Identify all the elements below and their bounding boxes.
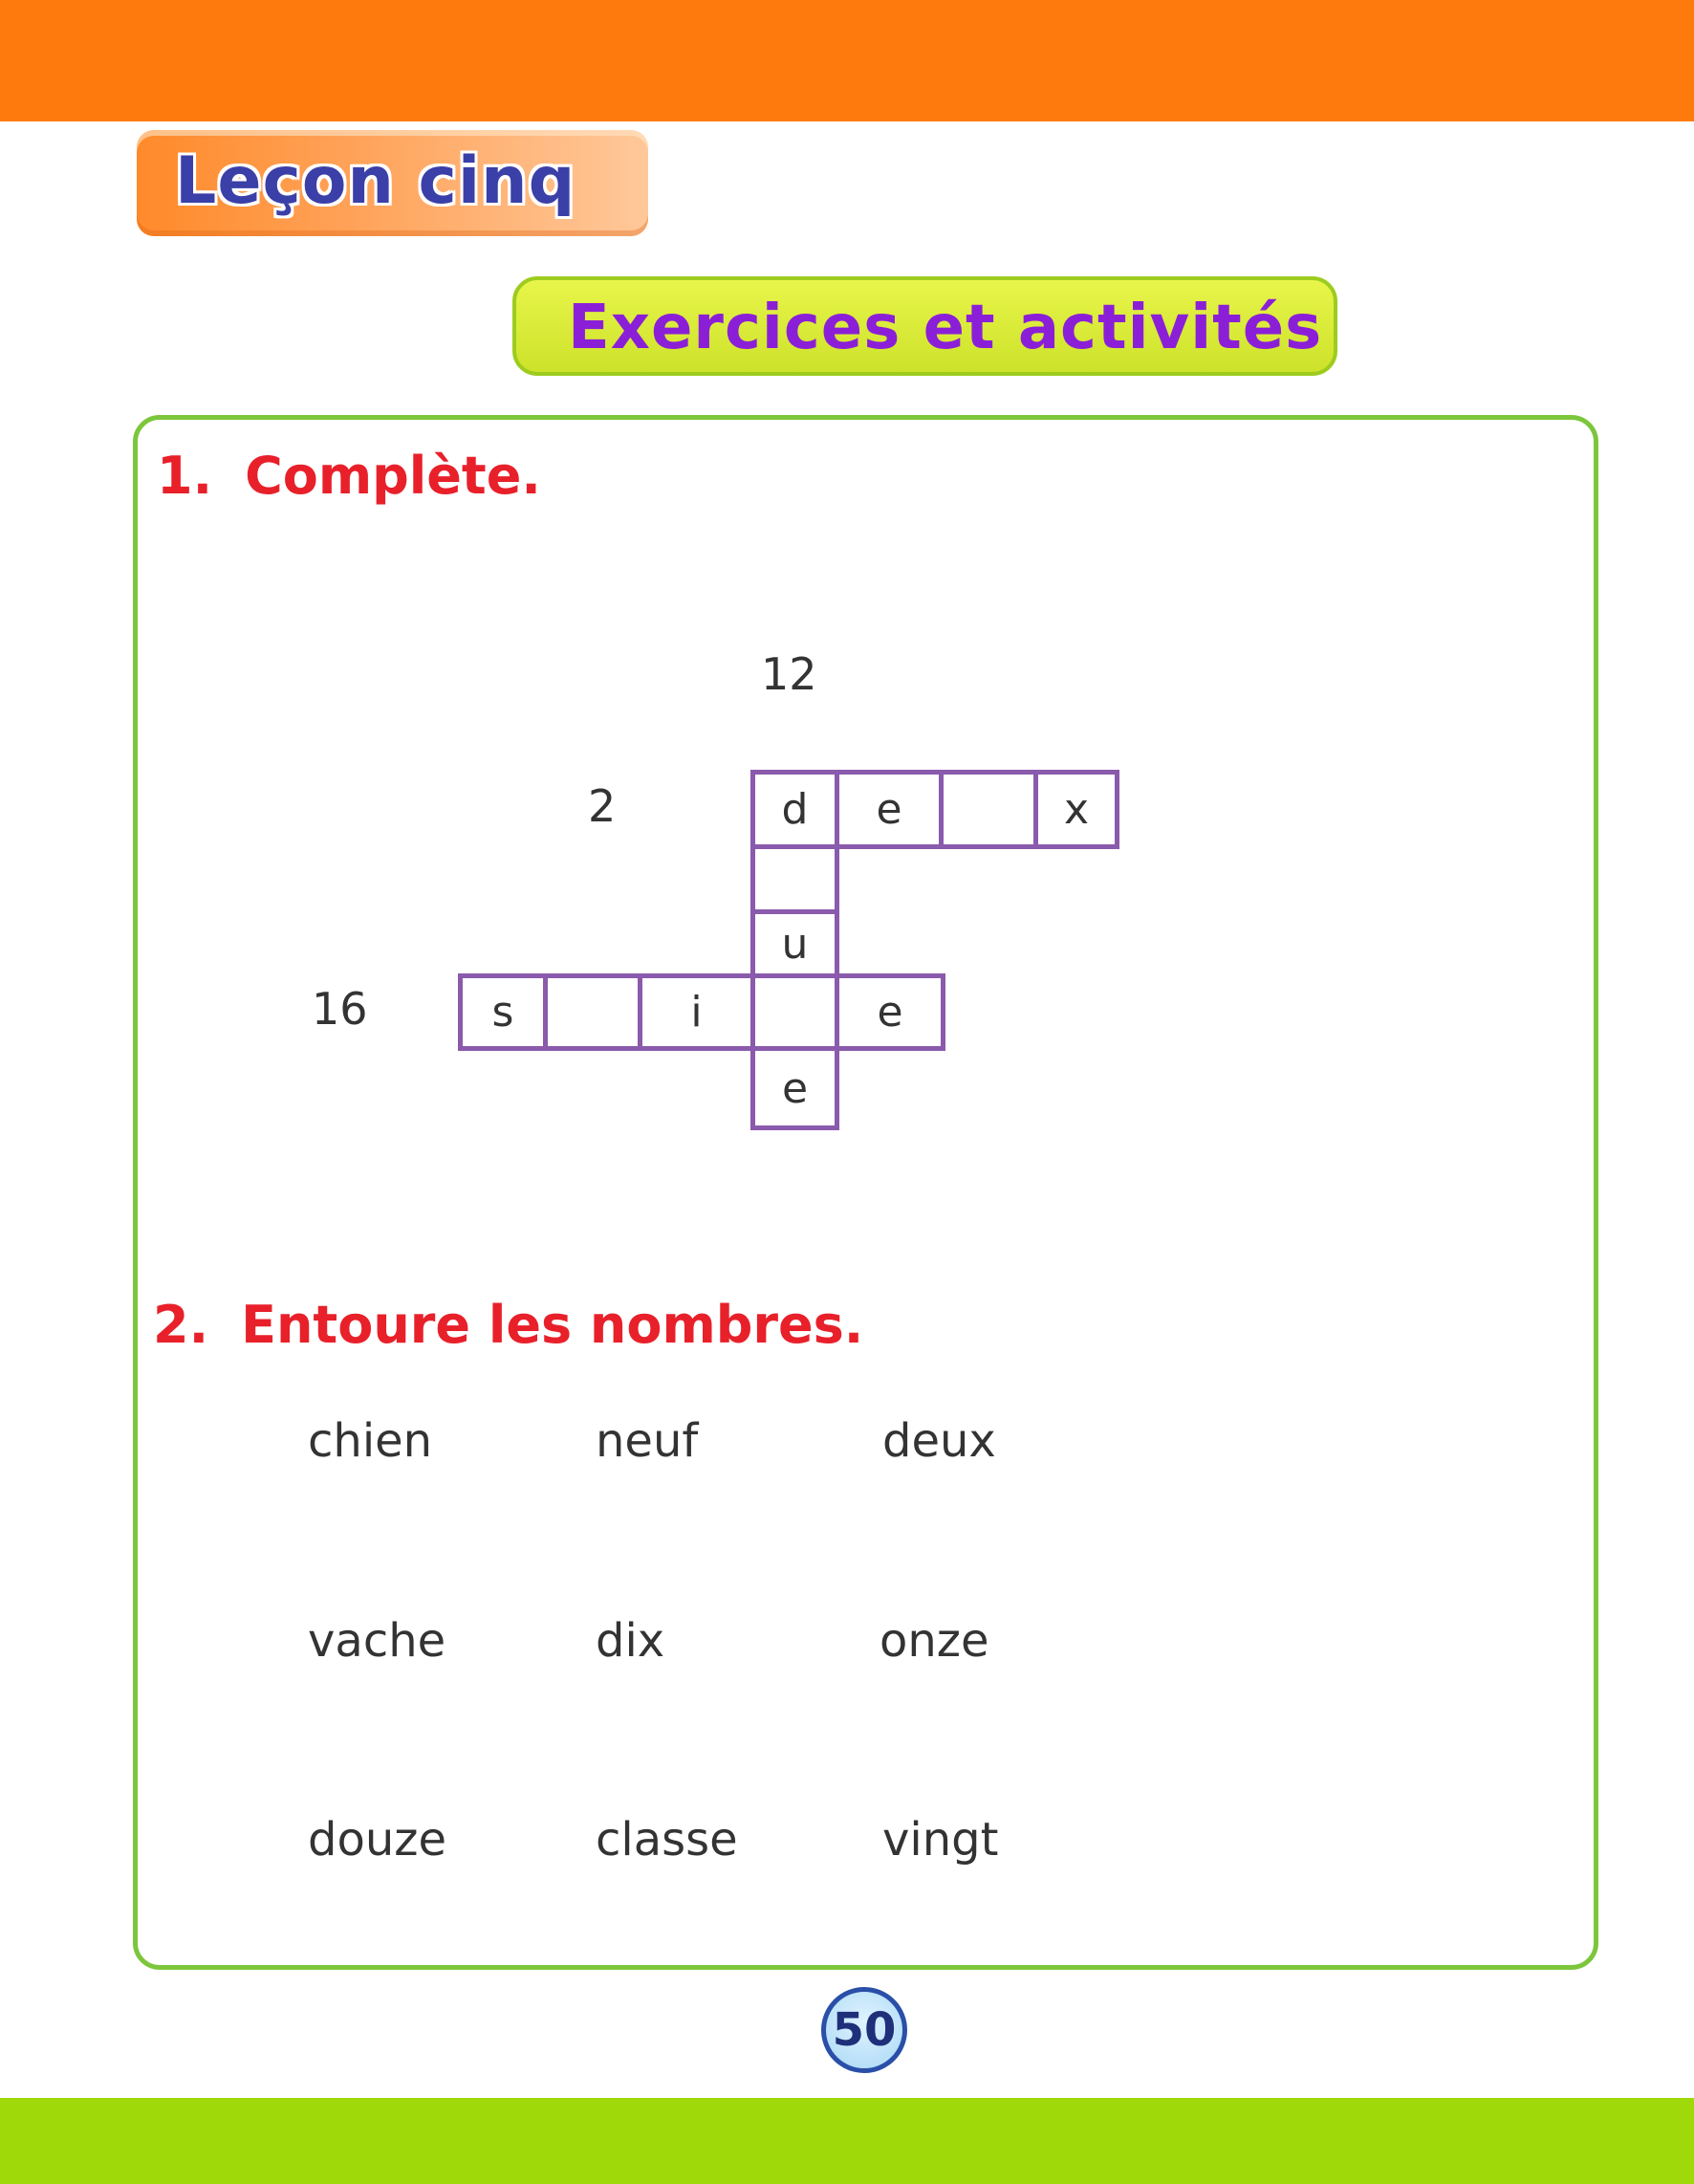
exercise-1-number: 1. xyxy=(157,446,213,506)
word-item[interactable]: neuf xyxy=(596,1414,699,1468)
exercises-banner-title: Exercices et activités xyxy=(568,293,1323,363)
bottom-color-band xyxy=(0,2098,1694,2184)
word-item[interactable]: vache xyxy=(308,1614,446,1668)
crossword-cell[interactable] xyxy=(543,973,642,1051)
word-item[interactable]: vingt xyxy=(882,1813,999,1867)
word-item[interactable]: douze xyxy=(308,1813,446,1867)
exercise-2-heading xyxy=(153,1295,863,1355)
crossword-cell[interactable]: e xyxy=(835,973,945,1051)
crossword-cell[interactable]: i xyxy=(638,973,755,1051)
crossword-cell[interactable]: e xyxy=(835,770,944,849)
crossword-cell[interactable] xyxy=(750,844,839,914)
crossword-cell[interactable]: x xyxy=(1033,770,1119,849)
crossword-cell[interactable] xyxy=(750,973,839,1051)
exercise-1-heading xyxy=(157,446,541,506)
word-item[interactable]: dix xyxy=(596,1614,665,1668)
top-color-band xyxy=(0,0,1694,121)
exercise-1-title: Complète. xyxy=(245,446,541,506)
crossword-clue-2: 2 xyxy=(588,780,617,832)
lesson-title: Leçon cinq xyxy=(175,143,576,219)
crossword-clue-12: 12 xyxy=(761,648,817,700)
exercises-banner xyxy=(512,276,1337,376)
lesson-tag xyxy=(137,130,648,236)
exercise-2-title: Entoure les nombres. xyxy=(241,1295,864,1355)
crossword-cell[interactable]: s xyxy=(458,973,548,1051)
exercise-2-number: 2. xyxy=(153,1295,209,1355)
exercise-panel xyxy=(133,415,1598,1970)
crossword-clue-16: 16 xyxy=(312,983,368,1035)
crossword-cell[interactable] xyxy=(939,770,1038,849)
word-item[interactable]: onze xyxy=(880,1614,989,1668)
page-number: 50 xyxy=(821,1987,907,2073)
crossword-cell[interactable]: u xyxy=(750,909,839,979)
word-item[interactable]: chien xyxy=(308,1414,433,1468)
word-item[interactable]: deux xyxy=(882,1414,996,1468)
crossword-cell[interactable]: d xyxy=(750,770,839,849)
crossword-cell[interactable]: e xyxy=(750,1046,839,1130)
word-item[interactable]: classe xyxy=(596,1813,738,1867)
